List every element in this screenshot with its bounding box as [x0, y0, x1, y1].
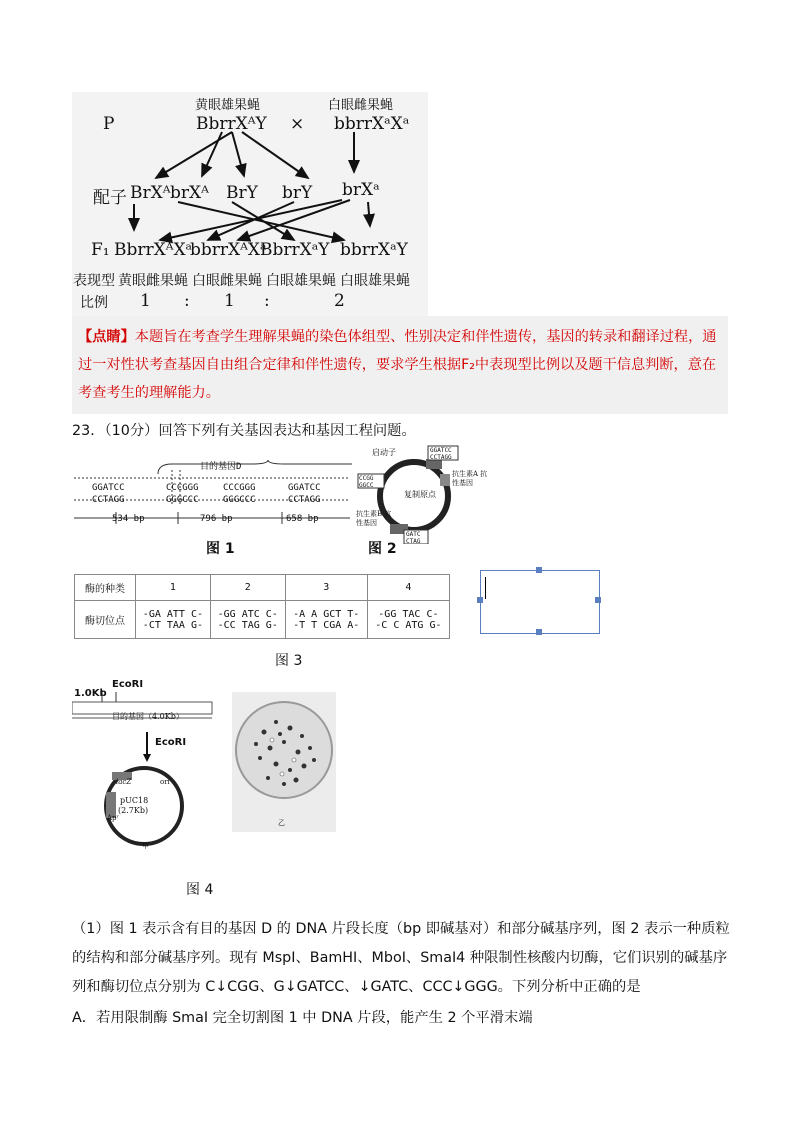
text-cursor: [485, 577, 486, 599]
fig4-label-a: 甲: [142, 842, 149, 850]
ratio-2: 1: [224, 291, 235, 311]
fig2-promoter: 启动子: [372, 448, 396, 457]
p-label: P: [103, 114, 115, 134]
tip-heading: 【点睛】: [78, 329, 135, 345]
fig3-enzyme-3-site: -A A GCT T- -T T CGA A-: [285, 601, 367, 639]
fig3-caption: 图 3: [275, 653, 303, 669]
parent-male-desc: 黄眼雄果蝇: [195, 98, 261, 113]
gamete-5: brXᵃ: [342, 180, 380, 200]
gamete-2: brXᴬ: [170, 183, 209, 203]
question-stem: 23．（10分）回答下列有关基因表达和基因工程问题。: [72, 423, 416, 439]
fig4-gene-label: 目的基因（4.0Kb）: [112, 712, 184, 721]
fig3-row-label-site: 酶切位点: [75, 601, 136, 639]
fig2-seq-top-right: GGATCC CCTAGG: [430, 447, 452, 461]
empty-text-box[interactable]: [480, 570, 600, 634]
parent-female-genotype: bbrrXᵃXᵃ: [334, 114, 410, 134]
fig1-seq-4-bottom: CCTAGG: [288, 495, 321, 505]
parent-male-genotype: BbrrXᴬY: [196, 114, 267, 134]
fig4-diagram-a: [72, 680, 222, 860]
fig1-seq-3-top: CCCGGG: [223, 483, 256, 493]
phenotype-label: 表现型: [73, 273, 115, 289]
fig3-enzyme-4-site: -GG TAC C- -C C ATG G-: [367, 601, 449, 639]
fig3-enzyme-1-site: -GA ATT C- -CT TAA G-: [136, 601, 211, 639]
fig4-label-b: 乙: [278, 819, 285, 827]
fig3-enzyme-4-num: 4: [367, 575, 449, 601]
fig1-seq-3-bottom: GGGCCC: [223, 495, 256, 505]
fig1-caption: 图 1: [206, 541, 235, 557]
fig1-seq-4-top: GGATCC: [288, 483, 321, 493]
fig3-enzyme-2-num: 2: [210, 575, 285, 601]
tip-text: 本题旨在考查学生理解果蝇的染色体组型、性别决定和伴性遗传，基因的转录和翻译过程，通过一对性状考查基因自由组合定律和伴性遗传，要求学生根据F₂中表现型比例以及题干信息判断，意在考查考生的理解能力。: [78, 329, 717, 401]
fig1-seq-1-bottom: CCTAGG: [92, 495, 125, 505]
gamete-label: 配子: [93, 188, 127, 208]
f1-genotype-4: bbrrXᵃY: [340, 240, 408, 260]
resize-handle-right[interactable]: [595, 597, 601, 603]
fig4-plasmid-name: pUC18: [120, 796, 149, 805]
fig4-plasmid-size: (2.7Kb): [118, 806, 149, 815]
f1-genotype-1: BbrrXᴬXᵃ: [114, 240, 193, 260]
fig3-enzyme-2-site: -GG ATC C- -CC TAG G-: [210, 601, 285, 639]
resize-handle-bottom[interactable]: [536, 629, 542, 635]
parent-female-desc: 白眼雌果蝇: [328, 98, 394, 113]
tip-box: [72, 316, 728, 414]
fig2-resistance-b: 抗生素B 抗性基因: [356, 510, 392, 527]
fig1-length-3: 658 bp: [286, 514, 319, 524]
fig2-seq-left: CCGG GGCC: [359, 475, 374, 489]
fig1-seq-2-top: CCCGGG: [166, 483, 199, 493]
phenotype-4: 白眼雄果蝇: [340, 273, 410, 289]
option-a: A．若用限制酶 SmaI 完全切割图 1 中 DNA 片段，能产生 2 个平滑末端: [72, 1010, 533, 1026]
ratio-label: 比例: [80, 295, 108, 311]
fig4-ecori-top: EcoRI: [112, 679, 144, 690]
fig3-row-label-type: 酶的种类: [75, 575, 136, 601]
resize-handle-left[interactable]: [477, 597, 483, 603]
ratio-1: 1: [140, 291, 151, 311]
fig4-petri-dish: [232, 692, 336, 832]
fig2-resistance-a: 抗生素A 抗性基因: [452, 470, 488, 487]
fig3-enzyme-1-num: 1: [136, 575, 211, 601]
phenotype-2: 白眼雌果蝇: [192, 273, 262, 289]
fig4-ecori-plasmid: EcoRI: [155, 737, 187, 748]
f1-genotype-2: bbrrXᴬXᵃ: [190, 240, 267, 260]
resize-handle-top[interactable]: [536, 567, 542, 573]
fig1-seq-2-bottom: GGGCCC: [166, 495, 199, 505]
phenotype-3: 白眼雄果蝇: [266, 273, 336, 289]
fig2-seq-bottom: GATC CTAG: [406, 531, 421, 545]
fig4-ampr: Apʳ: [107, 814, 119, 822]
fig1-length-1: 534 bp: [112, 514, 145, 524]
gamete-4: brY: [282, 183, 313, 203]
fig3-enzyme-table: [74, 574, 450, 639]
gamete-3: BrY: [226, 183, 258, 203]
fig1-seq-1-top: GGATCC: [92, 483, 125, 493]
cross-sign: ×: [290, 114, 305, 134]
fig1-length-2: 796 bp: [200, 514, 233, 524]
ratio-sep-2: :: [264, 291, 270, 311]
ratio-sep-1: :: [184, 291, 190, 311]
fig1-gene-label: 目的基因D: [200, 462, 242, 472]
fig4-kb-label: 1.0Kb: [74, 688, 107, 699]
fig2-ori: 复制原点: [404, 490, 436, 499]
phenotype-1: 黄眼雌果蝇: [118, 273, 188, 289]
f1-label: F₁: [91, 240, 110, 260]
fig4-caption: 图 4: [186, 882, 214, 898]
question-1-text: （1）图 1 表示含有目的基因 D 的 DNA 片段长度（bp 即碱基对）和部分碱基序列，图 2 表示一种质粒的结构和部分碱基序列。现有 MspI、BamHI、MboI、SmaI4 种限制性核酸内切酶，它们识别的碱基序列和酶切位点分别为 C↓CGG、G↓GATCC、↓GATC、CCC↓GGG。下列分析中正确的是: [72, 921, 730, 995]
fig2-caption: 图 2: [368, 541, 397, 557]
gamete-1: BrXᴬ: [130, 183, 171, 203]
fig4-lacz: lacZ: [116, 778, 132, 786]
fig3-enzyme-3-num: 3: [285, 575, 367, 601]
f1-genotype-3: BbrrXᵃY: [260, 240, 330, 260]
fig4-ori: ori: [160, 778, 170, 786]
ratio-3: 2: [334, 291, 345, 311]
